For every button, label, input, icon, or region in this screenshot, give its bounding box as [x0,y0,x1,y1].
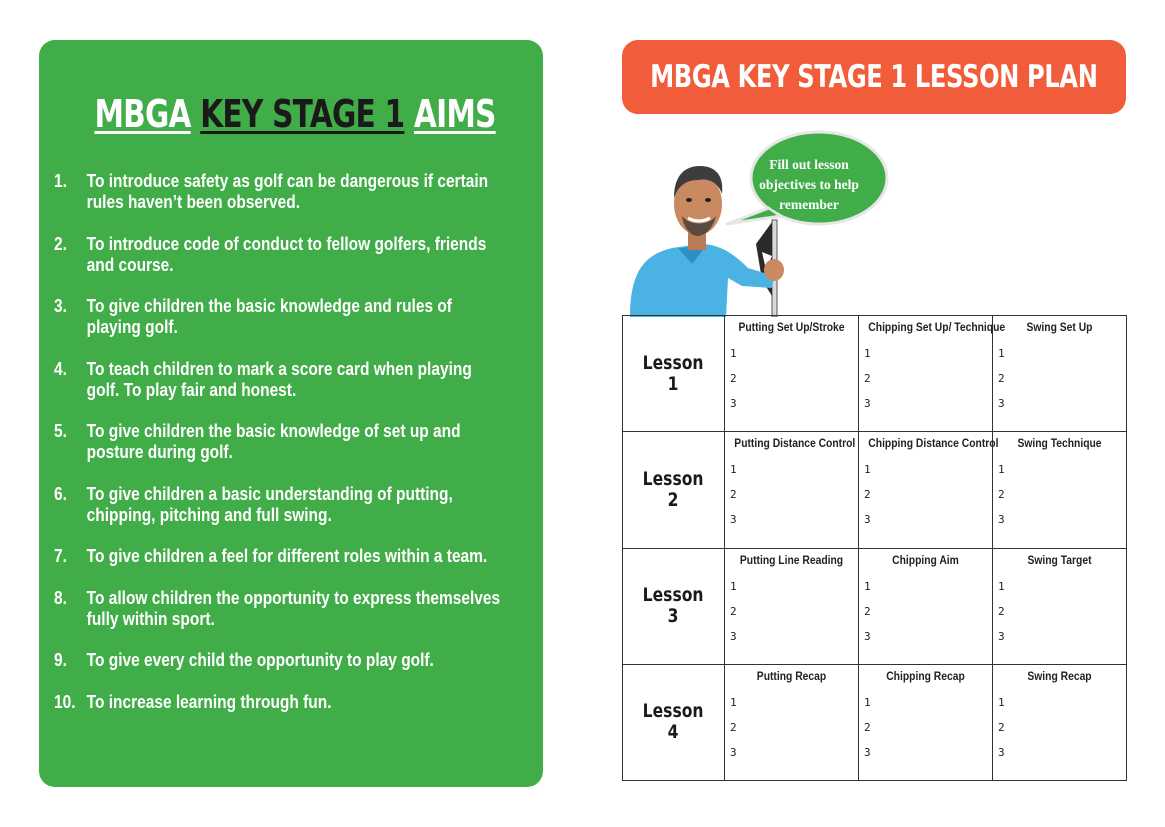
aims-list-item [54,588,536,651]
lesson-word: Lesson [643,584,704,607]
lesson-row [623,432,1127,548]
aims-item-line: fully within sport. [86,608,215,629]
aims-item-line: To give children the basic knowledge of set up and [86,421,461,441]
objective-number: 1 [998,463,1005,477]
lesson-label [643,585,704,627]
plan-header [622,40,1126,114]
objective-numbers [998,697,1126,772]
objective-number: 3 [864,629,871,643]
objective-number: 3 [998,745,1005,759]
aims-list-item [54,234,536,297]
objective-number: 3 [730,629,737,643]
objective-numbers [864,464,992,539]
aims-item-number: 1. [54,171,67,191]
lesson-row [623,548,1127,664]
objective-number: 3 [998,513,1005,527]
skill-cell[interactable] [725,548,859,664]
aims-title-part-mbga: MBGA [94,92,191,136]
lesson-number: 2 [668,488,679,511]
skill-heading: Putting Line Reading [739,552,844,567]
skill-heading: Swing Technique [1017,436,1102,451]
objective-number: 3 [864,745,871,759]
objective-numbers [864,697,992,772]
aims-item-line: To give children the basic knowledge and rules of [86,296,452,316]
skill-heading: Chipping Set Up/ Technique [868,320,1006,334]
aims-list [54,171,534,733]
bubble-line: Fill out lesson [769,157,849,172]
objective-numbers [998,464,1126,539]
objective-number: 3 [998,397,1005,410]
lesson-label [643,353,704,395]
aims-list-item [54,692,536,734]
skill-cell[interactable] [993,316,1127,432]
aims-item-line: To introduce code of conduct to fellow golfers, friends [86,233,487,254]
aims-item-number: 5. [54,421,67,441]
objective-number: 3 [864,513,871,527]
aims-item-number: 3. [54,296,67,316]
lesson-label-cell [623,664,725,780]
objective-number: 1 [730,695,737,709]
aims-item-line: posture during golf. [86,442,233,462]
aims-list-item [54,296,536,359]
skill-cell[interactable] [859,548,993,664]
lesson-word: Lesson [643,467,704,490]
skill-cell[interactable] [859,316,1006,432]
objective-numbers [998,581,1126,656]
objective-numbers [864,581,992,656]
objective-number: 1 [864,347,871,360]
skill-cell[interactable] [725,316,859,432]
objective-number: 1 [864,463,871,477]
lesson-label-cell [623,316,725,432]
bubble-line: remember [779,197,839,212]
skill-heading: Swing Set Up [1026,320,1093,334]
objective-number: 1 [864,695,871,709]
objective-number: 2 [730,488,737,502]
aims-item-line: To introduce safety as golf can be dangerous if certain [86,171,489,191]
objective-number: 1 [864,579,871,593]
aims-item-number: 7. [54,546,67,566]
aims-panel [39,40,543,787]
aims-item-number: 9. [54,650,67,670]
lesson-label-cell [623,548,725,664]
objective-numbers [730,581,858,656]
lesson-word: Lesson [643,351,704,374]
aims-item-line: rules haven’t been observed. [86,192,301,212]
aims-item-line: golf. To play fair and honest. [86,379,297,400]
aims-item-number: 2. [54,233,67,254]
lesson-row [623,664,1127,780]
aims-item-line: To give children a basic understanding of putting, [86,483,453,504]
skill-cell[interactable] [993,664,1127,780]
objective-numbers [730,348,858,423]
aims-title-part-key-stage: KEY STAGE 1 [200,92,405,136]
lesson-plan-table [622,315,1127,781]
aims-list-item [54,650,536,692]
objective-number: 2 [998,372,1005,385]
aims-list-item [54,484,536,547]
aims-list-item [54,421,536,484]
objective-number: 2 [998,720,1005,734]
skill-cell[interactable] [859,664,993,780]
aims-item-line: To give children a feel for different roles within a team. [86,546,488,566]
objective-number: 1 [998,579,1005,593]
skill-heading: Chipping Distance Control [868,436,999,451]
objective-number: 3 [730,513,737,527]
objective-number: 2 [730,372,737,385]
bubble-line: objectives to help [759,177,859,192]
lesson-row [623,316,1127,432]
aims-list-item [54,546,536,588]
skill-cell[interactable] [725,432,859,548]
aims-item-line: chipping, pitching and full swing. [86,504,332,525]
aims-item-line: and course. [86,254,174,275]
objective-number: 3 [730,745,737,759]
speech-bubble-text [742,155,876,215]
objective-number: 2 [998,488,1005,502]
aims-item-number: 4. [54,358,67,379]
skill-cell[interactable] [993,432,1127,548]
lesson-label [643,469,704,511]
aims-item-line: To give every child the opportunity to play golf. [86,650,434,670]
aims-item-line: playing golf. [86,317,178,337]
objective-numbers [864,348,992,423]
skill-cell[interactable] [725,664,859,780]
objective-number: 1 [730,579,737,593]
skill-cell[interactable] [859,432,999,548]
objective-number: 2 [864,720,871,734]
objective-numbers [730,697,858,772]
lesson-label-cell [623,432,725,548]
plan-title: MBGA KEY STAGE 1 LESSON PLAN [650,59,1098,95]
objective-numbers [998,348,1126,423]
aims-list-item [54,171,536,234]
objective-number: 1 [998,347,1005,360]
objective-number: 3 [730,397,737,410]
lesson-number: 1 [668,372,679,395]
objective-number: 2 [998,604,1005,618]
lesson-number: 3 [668,605,679,628]
lesson-word: Lesson [643,700,704,723]
objective-number: 1 [730,347,737,360]
objective-number: 2 [864,488,871,502]
aims-item-line: To increase learning through fun. [86,691,332,712]
objective-number: 1 [730,463,737,477]
objective-numbers [730,464,858,539]
lesson-number: 4 [668,721,679,744]
aims-title-part-aims: AIMS [413,92,496,136]
aims-list-item [54,359,536,422]
aims-item-number: 6. [54,483,67,504]
aims-title [94,92,496,136]
skill-cell[interactable] [993,548,1127,664]
skill-heading: Putting Recap [756,668,827,683]
skill-heading: Putting Distance Control [734,436,856,451]
objective-number: 3 [998,629,1005,643]
objective-number: 2 [730,720,737,734]
aims-item-number: 10. [54,691,76,712]
skill-heading: Swing Target [1027,552,1092,567]
objective-number: 1 [998,695,1005,709]
aims-item-number: 8. [54,587,67,608]
objective-number: 3 [864,397,871,410]
skill-heading: Chipping Recap [886,668,965,683]
objective-number: 2 [864,372,871,385]
objective-number: 2 [730,604,737,618]
skill-heading: Putting Set Up/Stroke [738,320,845,334]
skill-heading: Chipping Aim [892,552,959,567]
aims-item-line: To teach children to mark a score card when playing [86,358,472,379]
objective-number: 2 [864,604,871,618]
lesson-label [643,701,704,743]
skill-heading: Swing Recap [1027,668,1092,683]
aims-item-line: To allow children the opportunity to express themselves [86,587,501,608]
